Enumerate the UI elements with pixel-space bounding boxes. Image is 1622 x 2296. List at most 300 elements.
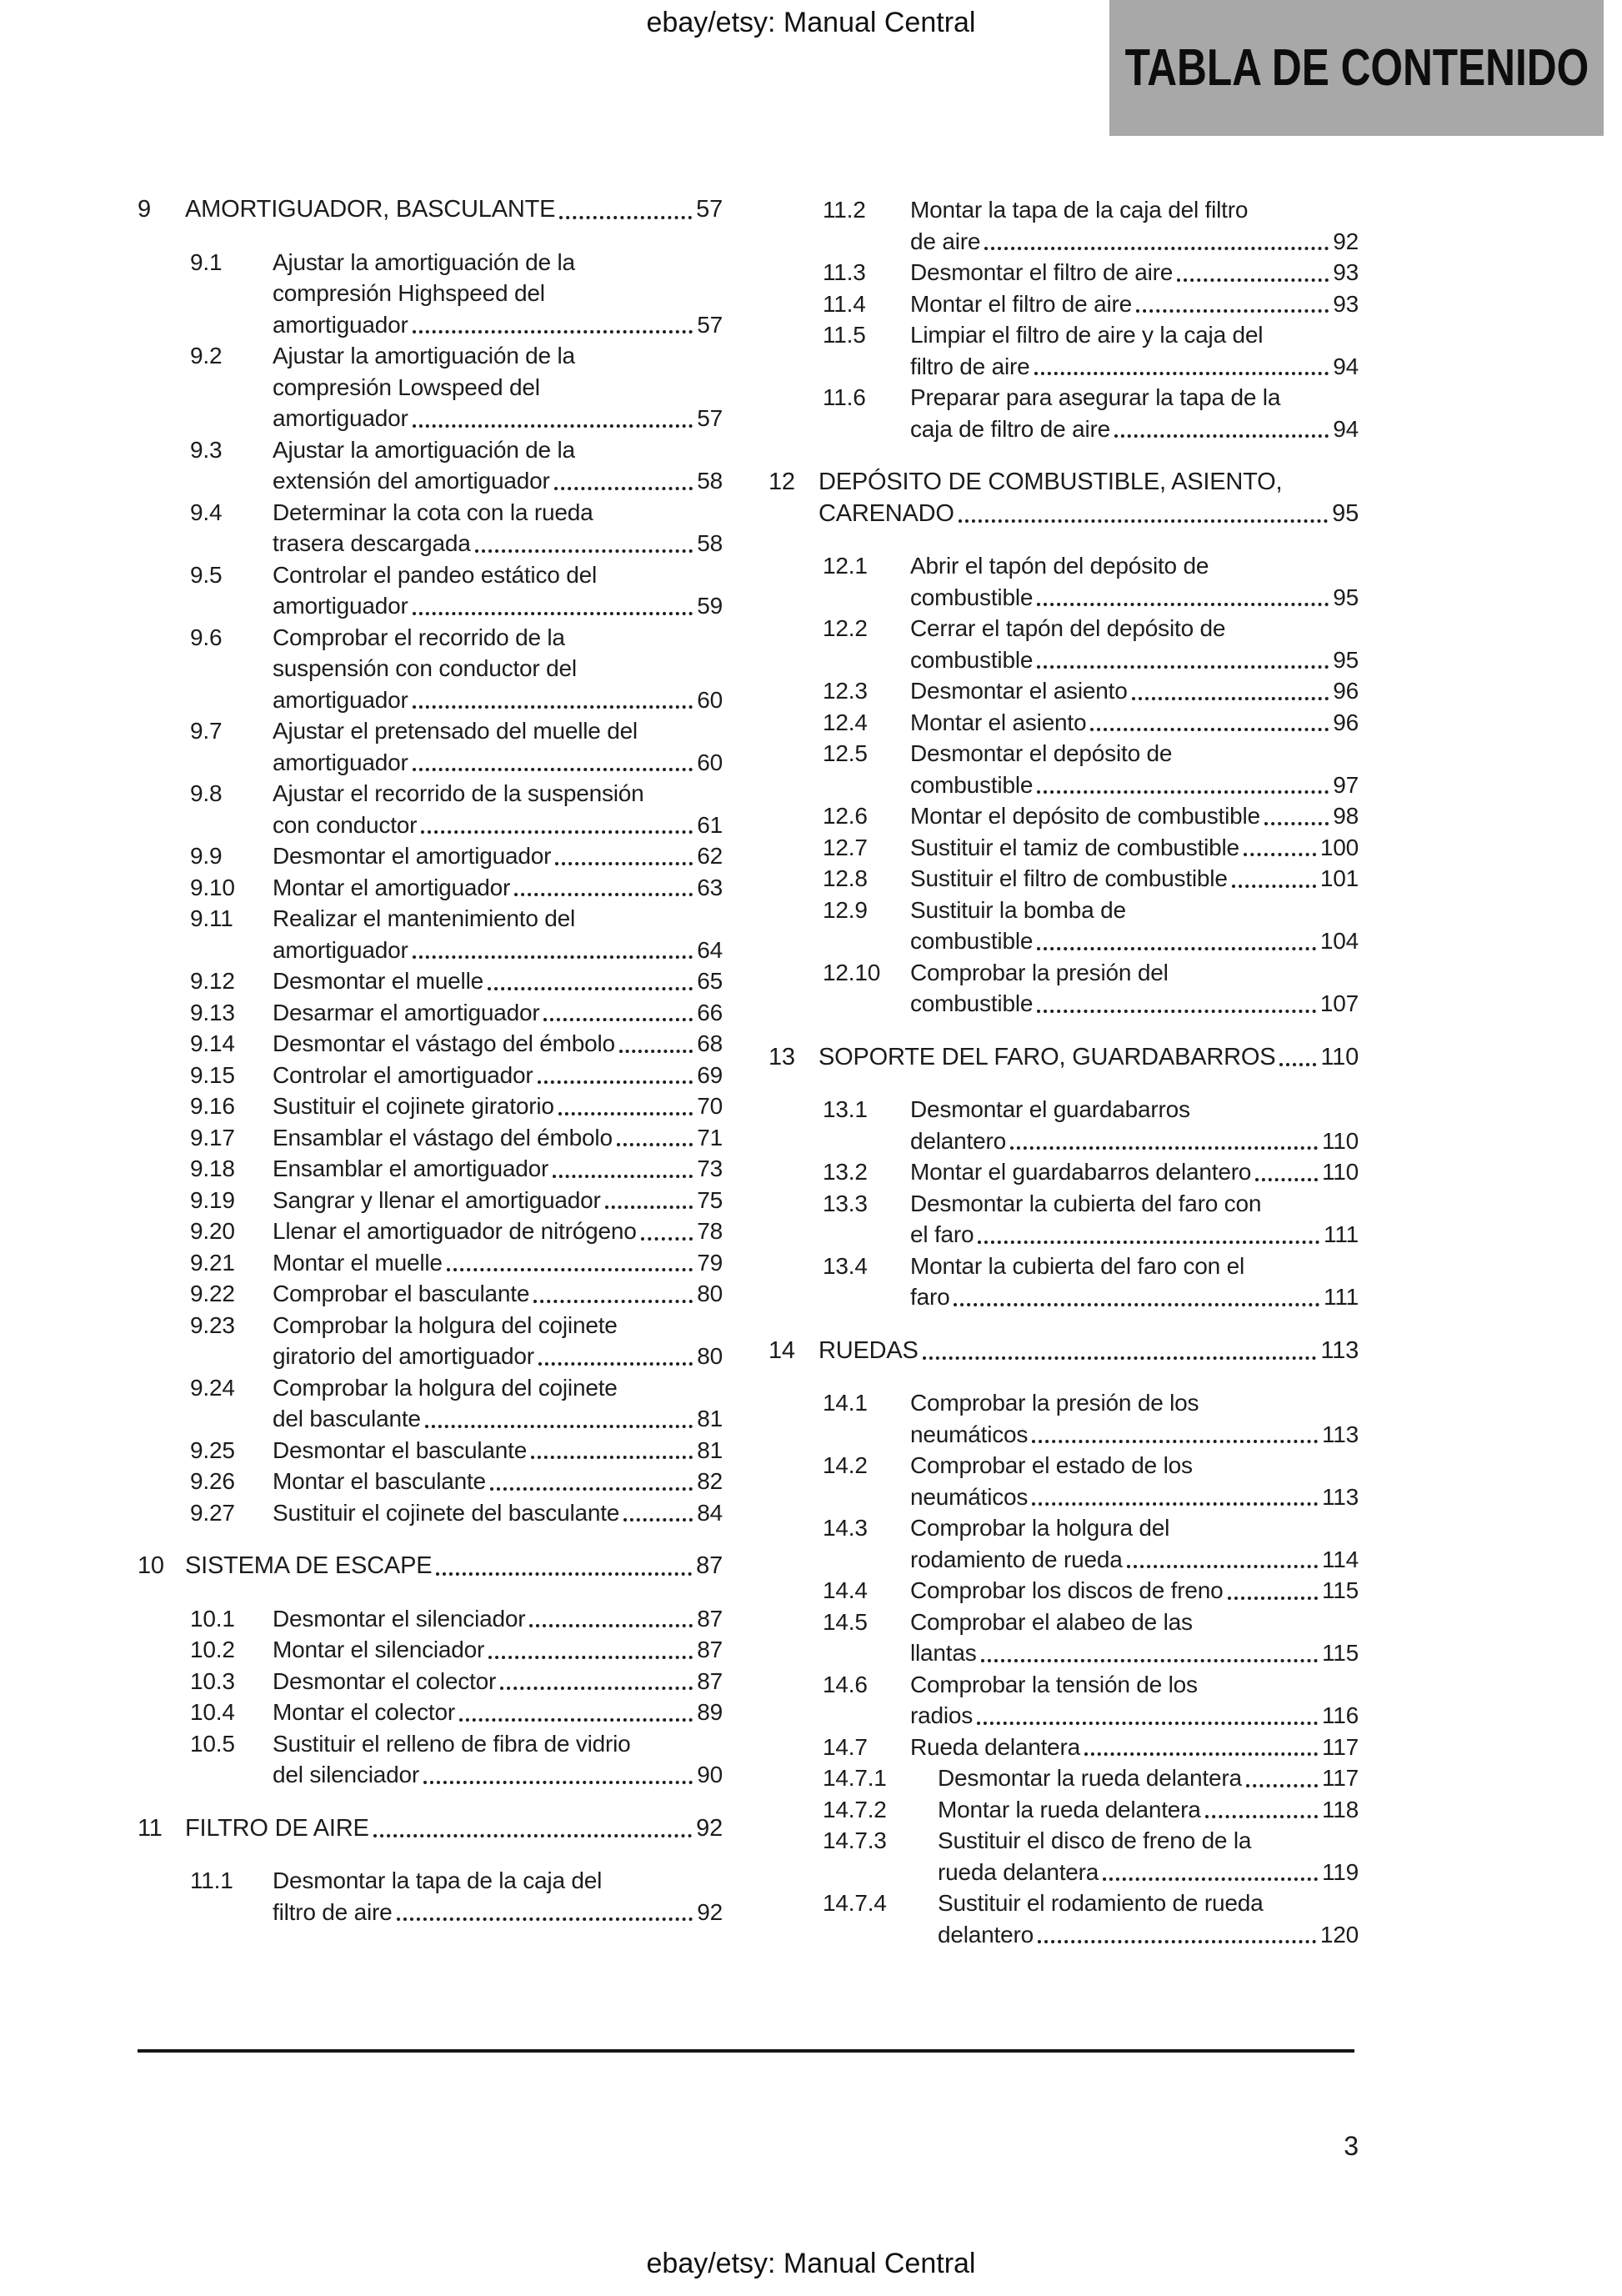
entry-group — [138, 247, 723, 1529]
entry-text-line: faro — [910, 1284, 950, 1310]
dot-leader — [531, 1456, 693, 1459]
toc-entry — [823, 1156, 1359, 1188]
page-ref: 57 — [697, 405, 723, 431]
dot-leader — [488, 987, 693, 990]
entry-body — [938, 1794, 1359, 1826]
entry-body — [910, 1387, 1359, 1450]
entry-number: 9.14 — [190, 1030, 235, 1056]
entry-last-line — [273, 747, 723, 779]
entry-last-line — [938, 1919, 1359, 1951]
entry-body — [273, 434, 723, 497]
entry-body — [273, 840, 723, 872]
entry-text-line: Sustituir la bomba de — [910, 896, 1126, 923]
dot-leader — [413, 955, 693, 959]
chapter-row — [768, 1042, 1359, 1074]
entry-last-line — [910, 1481, 1359, 1513]
page-ref: 119 — [1321, 1858, 1359, 1885]
entry-text-line: llantas — [910, 1640, 977, 1666]
dot-leader — [413, 330, 693, 333]
dot-leader — [533, 1300, 693, 1303]
page-ref: 82 — [697, 1468, 723, 1494]
entry-number: 9.17 — [190, 1124, 235, 1151]
entry-last-line — [910, 351, 1359, 383]
entry-number: 9.2 — [190, 343, 223, 368]
entry-body — [910, 1607, 1359, 1669]
toc-entry — [823, 550, 1359, 613]
dot-leader — [373, 1834, 692, 1837]
entry-last-line — [273, 1603, 723, 1635]
chapter-row — [138, 194, 723, 226]
toc-entry — [823, 832, 1359, 864]
dot-leader — [459, 1718, 693, 1722]
entry-last-line — [273, 1497, 723, 1529]
toc-entry — [190, 1697, 723, 1728]
dot-leader — [605, 1206, 693, 1209]
entry-number: 11.4 — [823, 290, 866, 317]
dot-leader — [1264, 822, 1329, 825]
toc-entry — [190, 1634, 723, 1666]
page-ref: 69 — [697, 1061, 723, 1088]
entry-text-line: giratorio del amortiguador — [273, 1343, 534, 1369]
entry-body — [273, 1666, 723, 1697]
entry-text-line: amortiguador — [273, 311, 408, 338]
entry-text-line: Llenar el amortiguador de nitrógeno — [273, 1218, 637, 1244]
entry-body — [273, 622, 723, 716]
entry-number: 9.5 — [190, 561, 223, 588]
page-ref: 57 — [697, 311, 723, 338]
entry-body — [910, 800, 1359, 832]
entry-number: 12.2 — [823, 615, 868, 641]
page-ref: 78 — [697, 1218, 723, 1244]
toc-entry — [823, 1794, 1359, 1826]
entry-text-line: Desmontar el muelle — [273, 968, 483, 994]
entry-number: 12.10 — [823, 959, 881, 985]
dot-leader — [413, 612, 693, 615]
entry-last-line — [910, 1575, 1359, 1607]
dot-leader — [500, 1687, 693, 1690]
dot-leader — [619, 1050, 693, 1053]
toc-entry — [823, 1512, 1359, 1575]
entry-text-line: combustible — [910, 928, 1034, 954]
toc-entry — [823, 319, 1359, 382]
entry-group — [768, 1094, 1359, 1313]
entry-number: 12.6 — [823, 803, 868, 829]
page-title: TABLA DE CONTENIDO — [1124, 39, 1589, 97]
dot-leader — [1037, 665, 1329, 669]
entry-text-line: filtro de aire — [910, 353, 1030, 379]
entry-text-line: Comprobar la holgura del cojinete — [273, 1374, 618, 1401]
chapter-title — [819, 467, 1359, 529]
entry-text-line: Sangrar y llenar el amortiguador — [273, 1186, 601, 1213]
entry-body — [273, 497, 723, 559]
toc-entry — [190, 1028, 723, 1060]
entry-text-line: amortiguador — [273, 936, 408, 963]
toc-entry — [823, 957, 1359, 1020]
toc-entry — [823, 1387, 1359, 1450]
chapter-number: 11 — [138, 1814, 163, 1842]
entry-body — [910, 738, 1359, 800]
toc-column-right — [768, 194, 1359, 1950]
entry-text-line: Desmontar el asiento — [910, 678, 1128, 704]
entry-text-line: filtro de aire — [273, 1898, 393, 1925]
dot-leader — [954, 1303, 1319, 1306]
dot-leader — [1177, 278, 1329, 282]
entry-number: 12.9 — [823, 896, 868, 923]
page-ref: 81 — [697, 1436, 723, 1463]
entry-number: 9.7 — [190, 718, 223, 744]
entry-last-line — [273, 1466, 723, 1497]
entry-last-line — [273, 590, 723, 622]
entry-number: 9.16 — [190, 1093, 235, 1119]
chapter-number: 12 — [768, 469, 795, 495]
entry-number: 9.1 — [190, 248, 223, 275]
entry-text-line: Montar el asiento — [910, 709, 1087, 735]
toc-entry — [823, 1762, 1359, 1794]
dot-leader — [425, 1425, 693, 1428]
page-ref: 71 — [697, 1124, 723, 1151]
entry-body — [273, 1278, 723, 1310]
page-ref: 115 — [1321, 1640, 1359, 1666]
toc-entry — [823, 194, 1359, 257]
toc-entry — [823, 613, 1359, 675]
entry-group — [768, 194, 1359, 444]
dot-leader — [529, 1624, 693, 1627]
toc-chapter-block — [138, 1813, 723, 1928]
entry-body — [910, 957, 1359, 1020]
page-ref: 61 — [697, 811, 723, 838]
dot-leader — [1114, 434, 1329, 438]
page-ref: 120 — [1319, 1921, 1359, 1948]
toc-continuation-block — [768, 194, 1359, 444]
entry-number: 14.6 — [823, 1671, 868, 1697]
entry-number: 13.2 — [823, 1159, 868, 1185]
entry-number: 10.3 — [190, 1667, 235, 1694]
entry-last-line — [273, 1028, 723, 1060]
entry-body — [910, 1669, 1359, 1732]
entry-text-line: Comprobar el alabeo de las — [910, 1608, 1193, 1635]
chapter-title — [819, 1336, 1359, 1367]
entry-last-line — [185, 1551, 723, 1582]
dot-leader — [981, 1659, 1318, 1662]
toc-entry — [190, 965, 723, 997]
page-ref: 70 — [697, 1093, 723, 1119]
footer-page-number: 3 — [1344, 2131, 1359, 2161]
entry-last-line — [273, 840, 723, 872]
entry-body — [910, 1732, 1359, 1763]
toc-entry — [823, 800, 1359, 832]
entry-text-line: radios — [910, 1702, 974, 1728]
entry-number: 13.1 — [823, 1096, 868, 1122]
entry-last-line — [910, 414, 1359, 445]
entry-body — [273, 1697, 723, 1728]
toc-chapter-block — [138, 194, 723, 1528]
page-ref: 111 — [1324, 1284, 1359, 1310]
entry-text-line: Sustituir el relleno de fibra de vidrio — [273, 1730, 631, 1757]
entry-text-line: Montar la cubierta del faro con el — [910, 1252, 1244, 1279]
entry-number: 11.5 — [823, 322, 866, 348]
entry-last-line — [910, 1156, 1359, 1188]
entry-last-line — [185, 194, 723, 226]
toc-entry — [823, 738, 1359, 800]
entry-last-line — [910, 1219, 1359, 1251]
toc-entry — [823, 1450, 1359, 1512]
toc-entry — [190, 434, 723, 497]
entry-text-line: trasera descargada — [273, 530, 471, 556]
entry-number: 14.4 — [823, 1577, 868, 1603]
entry-text-line: Comprobar los discos de freno — [910, 1577, 1224, 1603]
entry-last-line — [910, 988, 1359, 1020]
entry-body — [910, 1188, 1359, 1251]
entry-text-line: caja de filtro de aire — [910, 415, 1110, 442]
entry-number: 9.4 — [190, 499, 223, 525]
page-ref: 64 — [697, 936, 723, 963]
entry-text-line: Desmontar la rueda delantera — [938, 1765, 1242, 1791]
entry-body — [910, 257, 1359, 288]
entry-number: 10.2 — [190, 1637, 235, 1662]
entry-text-line: Desmontar el silenciador — [273, 1605, 526, 1632]
page-ref: 80 — [697, 1343, 723, 1369]
entry-text-line: delantero — [938, 1921, 1034, 1948]
entry-number: 14.2 — [823, 1452, 868, 1478]
entry-body — [273, 872, 723, 904]
page-ref: 73 — [697, 1156, 723, 1181]
entry-text-line: Desmontar el amortiguador — [273, 843, 552, 869]
page-ref: 90 — [697, 1762, 723, 1787]
dot-leader — [1084, 1752, 1318, 1756]
entry-body — [273, 1310, 723, 1372]
entry-number: 9.23 — [190, 1311, 235, 1338]
page-ref: 97 — [1333, 771, 1359, 798]
entry-text-line: Desmontar la tapa de la caja del — [273, 1867, 603, 1893]
dot-leader — [413, 424, 693, 428]
entry-body — [273, 903, 723, 965]
entry-text-line: Montar la tapa de la caja del filtro — [910, 197, 1249, 223]
entry-last-line — [273, 965, 723, 997]
entry-text-line: Cerrar el tapón del depósito de — [910, 615, 1226, 641]
entry-number: 12.1 — [823, 553, 868, 579]
entry-text-line: Montar el filtro de aire — [910, 290, 1132, 317]
page-ref: 98 — [1333, 803, 1359, 829]
dot-leader — [1232, 885, 1316, 888]
entry-body — [910, 382, 1359, 444]
toc-entry — [823, 1575, 1359, 1607]
dot-leader — [553, 1175, 693, 1178]
dot-leader — [1255, 1178, 1318, 1181]
entry-body — [938, 1825, 1359, 1887]
dot-leader — [543, 1018, 693, 1021]
title-box — [1109, 0, 1604, 136]
page-ref: 59 — [697, 593, 723, 619]
toc-entry — [823, 1732, 1359, 1763]
entry-text-line: Montar el depósito de combustible — [910, 803, 1260, 829]
entry-text-line: Montar el basculante — [273, 1468, 486, 1494]
entry-number: 9.8 — [190, 780, 223, 806]
page-ref: 104 — [1319, 928, 1359, 954]
entry-last-line — [910, 257, 1359, 288]
entry-last-line — [273, 1634, 723, 1666]
entry-body — [910, 1156, 1359, 1188]
dot-leader — [1037, 790, 1329, 794]
page-ref: 58 — [697, 468, 723, 494]
entry-text-line: Ajustar la amortiguación de la — [273, 343, 575, 368]
entry-last-line — [910, 675, 1359, 707]
entry-text-line: Desmontar el vástago del émbolo — [273, 1030, 615, 1056]
toc-entry — [190, 1435, 723, 1466]
entry-number: 9.27 — [190, 1499, 235, 1526]
entry-number: 9.6 — [190, 624, 223, 650]
entry-last-line — [273, 1153, 723, 1185]
footer-watermark: ebay/etsy: Manual Central — [646, 2248, 976, 2279]
entry-text-line: neumáticos — [910, 1421, 1029, 1447]
entry-number: 12.5 — [823, 740, 868, 766]
dot-leader — [421, 830, 693, 834]
toc-entry — [823, 1251, 1359, 1313]
chapter-row — [138, 1551, 723, 1582]
toc-entry — [823, 675, 1359, 707]
chapter-row — [768, 467, 1359, 529]
entry-last-line — [273, 528, 723, 559]
entry-last-line — [910, 226, 1359, 258]
entry-last-line — [273, 872, 723, 904]
page-ref: 100 — [1319, 834, 1359, 860]
dot-leader — [923, 1356, 1317, 1360]
page-ref: 93 — [1333, 259, 1359, 285]
dot-leader — [1103, 1877, 1318, 1881]
entry-body — [910, 1450, 1359, 1512]
toc-entry — [190, 1278, 723, 1310]
entry-number: 11.1 — [190, 1867, 233, 1893]
toc-chapter-block — [768, 467, 1359, 1020]
toc-entry — [823, 1887, 1359, 1950]
entry-text-line: combustible — [910, 771, 1034, 798]
entry-text-line: Comprobar la holgura del — [910, 1515, 1170, 1541]
entry-last-line — [910, 863, 1359, 895]
chapter-number: 13 — [768, 1043, 795, 1070]
page-ref: 81 — [697, 1406, 723, 1431]
toc-entry — [823, 257, 1359, 288]
entry-body — [910, 895, 1359, 957]
entry-last-line — [910, 1700, 1359, 1732]
toc-entry — [190, 1090, 723, 1122]
entry-text-line: Montar el guardabarros delantero — [910, 1159, 1252, 1185]
dot-leader — [413, 705, 693, 709]
dot-leader — [555, 862, 693, 865]
page-ref: 79 — [697, 1249, 723, 1276]
entry-text-line: Comprobar la tensión de los — [910, 1671, 1198, 1697]
entry-text-line: Controlar el pandeo estático del — [273, 561, 597, 588]
entry-text-line: Desmontar el depósito de — [910, 740, 1173, 766]
entry-text-line: Comprobar el estado de los — [910, 1452, 1193, 1478]
entry-text-line: combustible — [910, 646, 1034, 673]
entry-last-line — [273, 1278, 723, 1310]
entry-number: 14.7.4 — [823, 1890, 887, 1916]
entry-text-line: Montar el amortiguador — [273, 874, 511, 900]
entry-text-line: Abrir el tapón del depósito de — [910, 553, 1209, 579]
entry-text-line: extensión del amortiguador — [273, 468, 550, 494]
dot-leader — [1246, 1784, 1318, 1787]
dot-leader — [475, 549, 693, 553]
entry-last-line — [910, 800, 1359, 832]
toc-entry — [190, 1153, 723, 1185]
page-ref: 87 — [697, 1637, 723, 1662]
page-ref: 95 — [1333, 584, 1359, 610]
entry-text-line: Montar el silenciador — [273, 1637, 485, 1662]
toc-entry — [823, 895, 1359, 957]
entry-text-line: Sustituir el rodamiento de rueda — [938, 1890, 1264, 1916]
toc-entry — [190, 1185, 723, 1216]
entry-text-line: Ensamblar el amortiguador — [273, 1156, 549, 1181]
entry-last-line — [273, 1341, 723, 1372]
entry-text-line: Desmontar el basculante — [273, 1436, 528, 1463]
page-ref: 93 — [1333, 290, 1359, 317]
entry-body — [273, 1372, 723, 1435]
toc-entry — [823, 1188, 1359, 1251]
page-ref: 92 — [696, 1814, 723, 1842]
page-ref: 111 — [1324, 1221, 1359, 1247]
entry-number: 9.22 — [190, 1281, 235, 1306]
entry-number: 10.1 — [190, 1605, 235, 1632]
toc-entry — [823, 863, 1359, 895]
dot-leader — [1032, 1502, 1318, 1506]
entry-body — [273, 1153, 723, 1185]
entry-number: 14.7 — [823, 1733, 868, 1760]
page-ref: 113 — [1321, 1421, 1359, 1447]
entry-text-line: del silenciador — [273, 1762, 419, 1787]
entry-text-line: Comprobar el basculante — [273, 1281, 530, 1306]
dot-leader — [413, 768, 693, 771]
entry-body — [273, 715, 723, 778]
dot-leader — [447, 1268, 693, 1271]
entry-last-line — [273, 1759, 723, 1791]
entry-number: 14.7.1 — [823, 1765, 887, 1791]
entry-text-line: Sustituir el cojinete giratorio — [273, 1093, 554, 1119]
entry-last-line — [910, 1732, 1359, 1763]
entry-text-line: Montar el colector — [273, 1699, 455, 1725]
page-ref: 87 — [697, 1667, 723, 1694]
entry-text-line: SISTEMA DE ESCAPE — [185, 1552, 433, 1579]
dot-leader — [1244, 853, 1316, 856]
dot-leader — [559, 216, 692, 219]
entry-number: 12.7 — [823, 834, 868, 860]
entry-last-line — [910, 1281, 1359, 1313]
chapter-title — [185, 1813, 723, 1845]
dot-leader — [978, 1241, 1319, 1244]
dot-leader — [1132, 697, 1329, 700]
dot-leader — [1127, 1565, 1318, 1568]
entry-last-line — [185, 1813, 723, 1845]
page-ref: 101 — [1319, 865, 1359, 891]
entry-last-line — [273, 810, 723, 841]
entry-last-line — [273, 403, 723, 434]
entry-text-line: suspensión con conductor del — [273, 655, 577, 681]
page-ref: 110 — [1320, 1043, 1359, 1070]
entry-text-line: Desmontar el filtro de aire — [910, 259, 1174, 285]
dot-leader — [1037, 603, 1329, 606]
entry-last-line — [273, 309, 723, 341]
entry-body — [910, 832, 1359, 864]
page-ref: 87 — [696, 1552, 723, 1579]
page-ref: 118 — [1321, 1796, 1359, 1822]
entry-body — [910, 550, 1359, 613]
page-ref: 60 — [697, 686, 723, 713]
entry-text-line: del basculante — [273, 1406, 421, 1431]
page-ref: 68 — [697, 1030, 723, 1056]
entry-text-line: de aire — [910, 228, 981, 254]
entry-text-line: Determinar la cota con la rueda — [273, 499, 593, 525]
entry-body — [938, 1762, 1359, 1794]
entry-text-line: DEPÓSITO DE COMBUSTIBLE, ASIENTO, — [819, 469, 1283, 495]
entry-body — [273, 778, 723, 840]
